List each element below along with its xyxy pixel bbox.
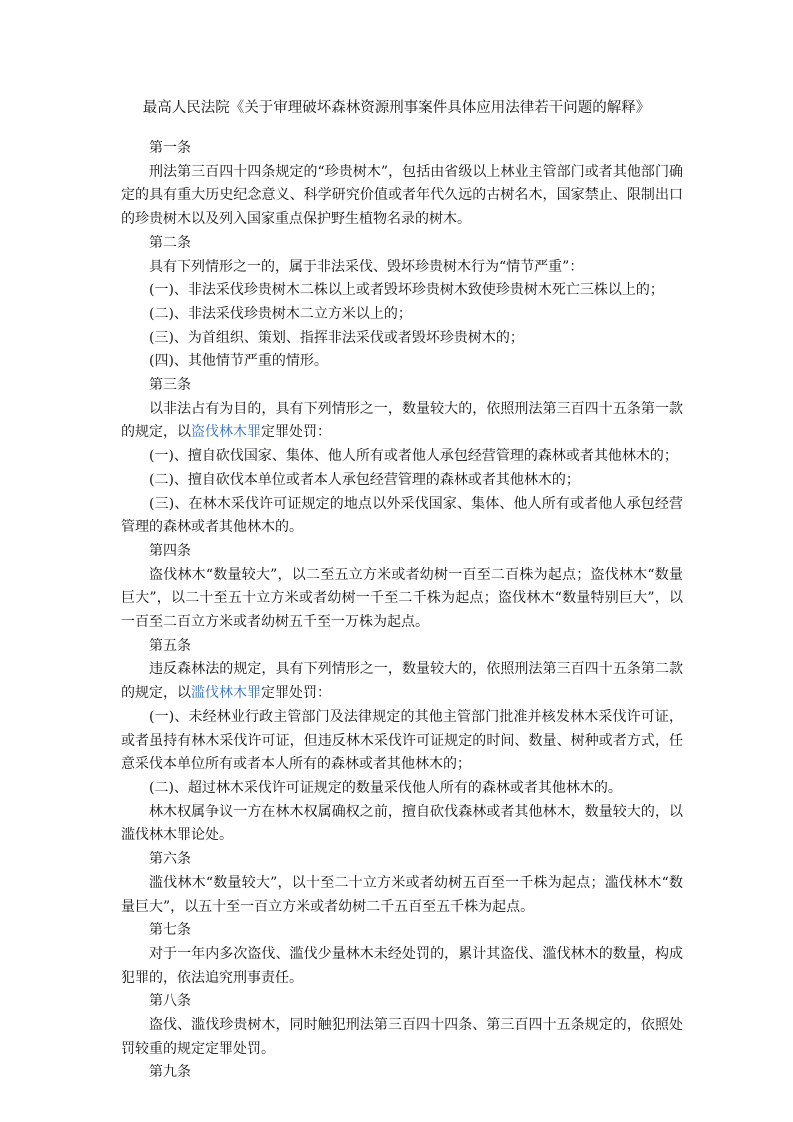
illegal-logging-crime-link[interactable]: 滥伐林木罪 [191, 685, 261, 702]
document-body [121, 137, 683, 1085]
article-3-heading: 第三条 [149, 377, 191, 394]
article-5-item-1: (一)、未经林业行政主管部门及法律规定的其他主管部门批准并核发林木采伐许可证，或者虽持有林木采伐许可证，但违反林木采伐许可证规定的时间、数量、树种或者方式，任意采伐本单位所有或者本人所有的森林或者其他林木的； [121, 708, 683, 773]
article-6-heading: 第六条 [149, 851, 191, 868]
article-7-paragraph: 对于一年内多次盗伐、滥伐少量林木未经处罚的，累计其盗伐、滥伐林木的数量，构成犯罪的，依法追究刑事责任。 [121, 945, 683, 986]
article-2-heading: 第二条 [149, 234, 191, 251]
article-3-text-post: 定罪处罚： [261, 424, 331, 441]
document-title: 最高人民法院《关于审理破坏森林资源刑事案件具体应用法律若干问题的解释》 [142, 100, 651, 116]
article-8-paragraph: 盗伐、滥伐珍贵树木，同时触犯刑法第三百四十四条、第三百四十五条规定的，依照处罚较重的规定定罪处罚。 [121, 1017, 683, 1057]
article-8-heading: 第八条 [149, 993, 191, 1010]
article-5-text-pre: 违反森林法的规定，具有下列情形之一，数量较大的，依照刑法第三百四十五条第二款的规定，以 [121, 661, 683, 702]
article-4-paragraph: 盗伐林木“数量较大”，以二至五立方米或者幼树一百至二百株为起点；盗伐林木“数量巨大”，以二十至五十立方米或者幼树一千至二千株为起点；盗伐林木“数量特别巨大”，以一百至二百立方米或者幼树五千至一万株为起点。 [121, 566, 683, 631]
article-2-item-1: (一)、非法采伐珍贵树木二株以上或者毁坏珍贵树木致使珍贵树木死亡三株以上的； [149, 282, 664, 299]
article-1-heading: 第一条 [149, 140, 191, 156]
article-3-item-1: (一)、擅自砍伐国家、集体、他人所有或者他人承包经营管理的森林或者其他林木的； [149, 448, 678, 465]
article-5-paragraph-2: 林木权属争议一方在林木权属确权之前，擅自砍伐森林或者其他林木，数量较大的，以滥伐林木罪论处。 [121, 803, 683, 844]
article-5-paragraph [121, 658, 683, 705]
article-2-item-4: (四)、其他情节严重的情形。 [149, 353, 328, 370]
article-7-heading: 第七条 [149, 922, 191, 939]
article-5-item-2: (二)、超过林木采伐许可证规定的数量采伐他人所有的森林或者其他林木的。 [149, 779, 622, 796]
article-3-paragraph [121, 398, 683, 445]
article-3-item-2: (二)、擅自砍伐本单位或者本人承包经营管理的森林或者其他林木的； [149, 471, 580, 488]
article-2-item-2: (二)、非法采伐珍贵树木二立方米以上的； [149, 305, 412, 322]
article-4-heading: 第四条 [149, 542, 191, 559]
article-6-paragraph: 滥伐林木“数量较大”，以十至二十立方米或者幼树五百至一千株为起点；滥伐林木“数量巨大”，以五十至一百立方米或者幼树二千五百至五千株为起点。 [121, 874, 683, 915]
article-5-heading: 第五条 [149, 637, 191, 654]
article-5-text-post: 定罪处罚： [261, 685, 331, 702]
article-1-paragraph: 刑法第三百四十四条规定的“珍贵树木”，包括由省级以上林业主管部门或者其他部门确定的具有重大历史纪念意义、科学研究价值或者年代久远的古树名木，国家禁止、限制出口的珍贵树木以及列入国家重点保护野生植物名录的树木。 [121, 163, 683, 228]
article-9-heading: 第九条 [149, 1064, 191, 1081]
article-3-text-pre: 以非法占有为目的，具有下列情形之一，数量较大的，依照刑法第三百四十五条第一款的规定，以 [121, 400, 683, 441]
article-2-paragraph: 具有下列情形之一的，属于非法采伐、毁坏珍贵树木行为“情节严重”： [149, 258, 584, 275]
theft-of-trees-crime-link[interactable]: 盗伐林木罪 [191, 424, 261, 441]
article-3-item-3: (三)、在林木采伐许可证规定的地点以外采伐国家、集体、他人所有或者他人承包经营管理的森林或者其他林木的。 [121, 495, 683, 536]
article-2-item-3: (三)、为首组织、策划、指挥非法采伐或者毁坏珍贵树木的； [149, 329, 524, 346]
